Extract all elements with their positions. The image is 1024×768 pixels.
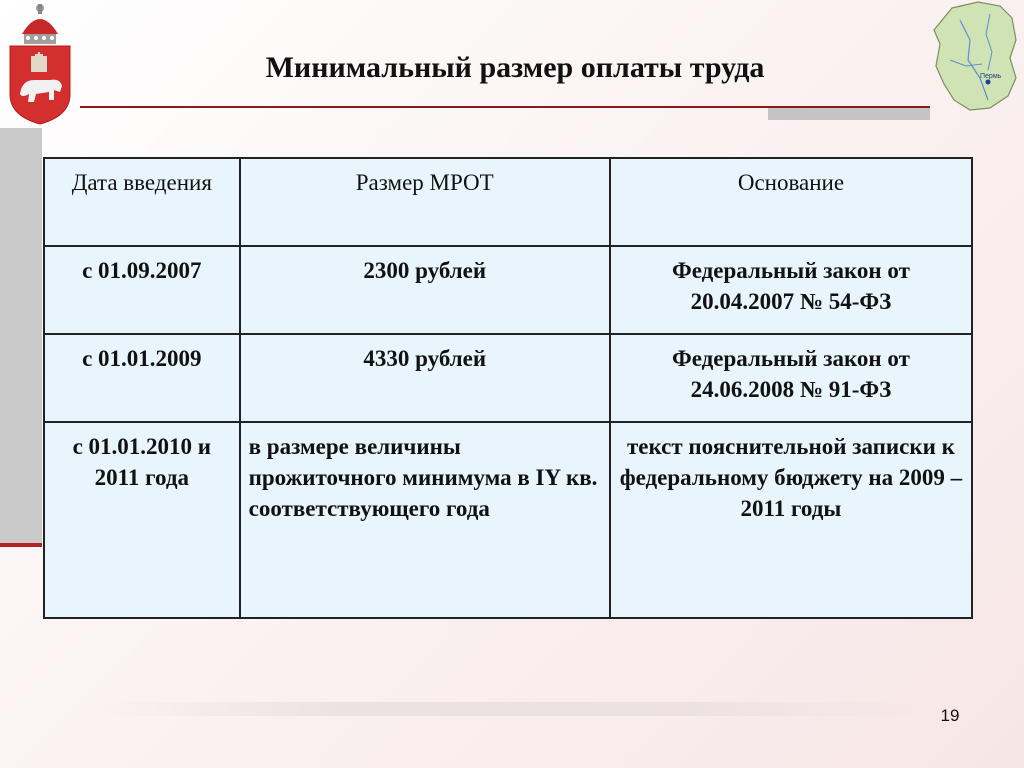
page-number: 19 xyxy=(940,706,960,725)
header-date: Дата введения xyxy=(44,158,240,246)
map-city-label: Пермь xyxy=(980,73,1002,80)
cell-date: с 01.01.2009 xyxy=(44,334,240,422)
header-amount: Размер МРОТ xyxy=(240,158,610,246)
cell-date: с 01.09.2007 xyxy=(44,246,240,334)
header-basis: Основание xyxy=(610,158,972,246)
left-decor-band xyxy=(0,128,42,544)
slide-title: Минимальный размер оплаты труда xyxy=(265,51,765,84)
left-decor-red-line xyxy=(0,543,42,547)
cell-amount: 4330 рублей xyxy=(240,334,610,422)
table-row xyxy=(44,334,972,422)
table-header-row xyxy=(44,158,972,246)
table-row xyxy=(44,246,972,334)
cell-basis: Федеральный закон от 20.04.2007 № 54-ФЗ xyxy=(610,246,972,334)
perm-krai-coat-of-arms-icon xyxy=(4,2,76,126)
cell-basis: Федеральный закон от 24.06.2008 № 91-ФЗ xyxy=(610,334,972,422)
table-row xyxy=(44,422,972,618)
bottom-decor-shade xyxy=(100,702,920,716)
title-gray-bar xyxy=(768,108,930,120)
cell-basis: текст пояснительной записки к федеральному бюджету на 2009 – 2011 годы xyxy=(610,422,972,618)
cell-amount: в размере величины прожиточного минимума в IY кв. соответствующего года xyxy=(240,422,610,618)
map-city-marker xyxy=(986,80,991,85)
perm-krai-map-icon xyxy=(930,0,1024,124)
mrot-table xyxy=(43,157,973,619)
cell-date: с 01.01.2010 и 2011 года xyxy=(44,422,240,618)
cell-amount: 2300 рублей xyxy=(240,246,610,334)
